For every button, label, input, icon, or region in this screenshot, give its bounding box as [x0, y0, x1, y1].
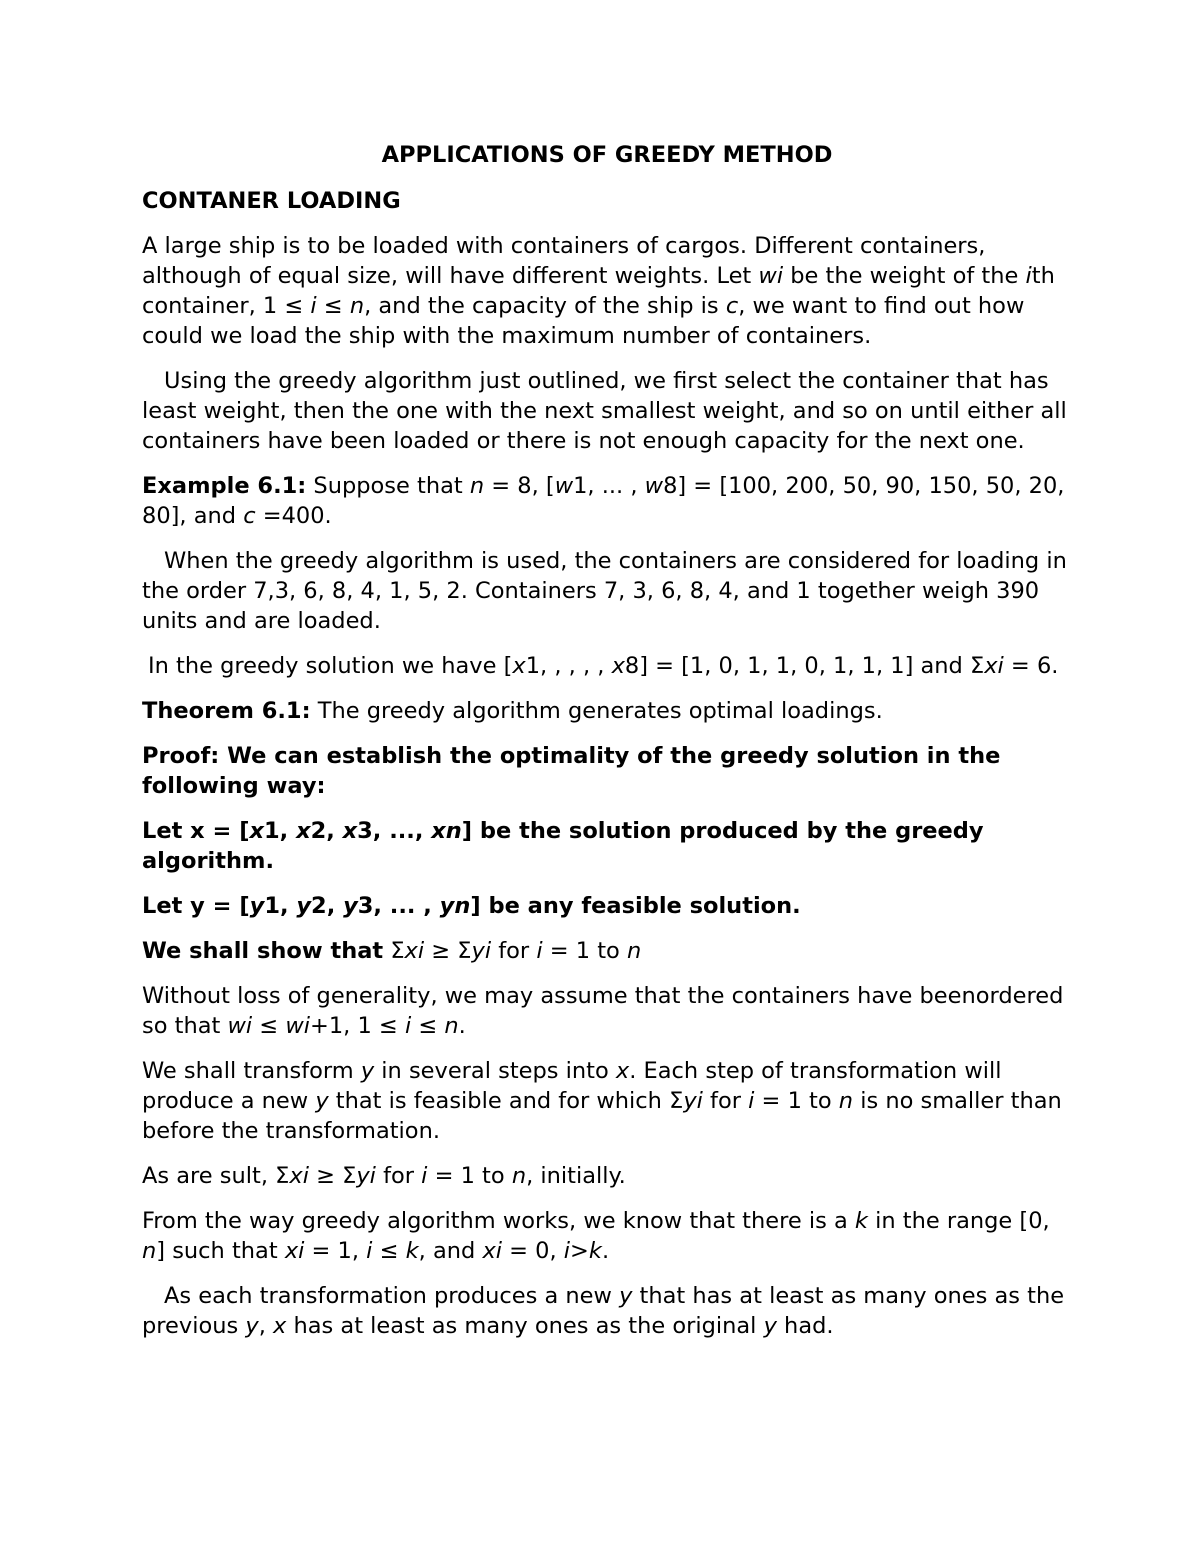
paragraph-ordering: Without loss of generality, we may assume that the containers have beenordered so that wi ≤ wi+1, 1 ≤ i ≤ n. — [142, 983, 1064, 1039]
paragraph-let-x: Let x = [x1, x2, x3, ..., xn] be the solution produced by the greedy algorithm. — [142, 818, 984, 874]
document-page — [142, 140, 1072, 1356]
theorem-label: Theorem 6.1: — [142, 698, 311, 724]
paragraph-greedy-outline: Using the greedy algorithm just outlined, we first select the container that has least weight, then the one with the next smallest weight, and so on until either all containers have been loaded or there is not enough capacity for the next one. — [142, 368, 1067, 454]
example-label: Example 6.1: — [142, 473, 307, 499]
paragraph-intro: A large ship is to be loaded with containers of cargos. Different containers, although of equal size, will have different weights. Let wi be the weight of the ith container, 1 ≤ i ≤ n, and the capacity of the ship is c, we want to find out how could we load the ship with the maximum number of containers. — [142, 233, 1055, 349]
paragraph-result: As are sult, Σxi ≥ Σyi for i = 1 to n, initially. — [142, 1163, 626, 1189]
paragraph-range-k: From the way greedy algorithm works, we know that there is a k in the range [0, n] such that xi = 1, i ≤ k, and xi = 0, i>k. — [142, 1208, 1050, 1264]
paragraph-show: We shall show that Σxi ≥ Σyi for i = 1 to n — [142, 938, 642, 964]
paragraph-example: Example 6.1: Suppose that n = 8, [w1, ... , w8] = [100, 200, 50, 90, 150, 50, 20, 80], and c =400. — [142, 473, 1065, 529]
paragraph-greedy-solution: In the greedy solution we have [x1, , , , , x8] = [1, 0, 1, 1, 0, 1, 1, 1] and Σxi = 6. — [148, 653, 1059, 679]
paragraph-loading-order: When the greedy algorithm is used, the containers are considered for loading in the order 7,3, 6, 8, 4, 1, 5, 2. Containers 7, 3, 6, 8, 4, and 1 together weigh 390 units and are loaded. — [142, 548, 1067, 634]
paragraph-let-y: Let y = [y1, y2, y3, ... , yn] be any feasible solution. — [142, 893, 801, 919]
paragraph-theorem: Theorem 6.1: The greedy algorithm generates optimal loadings. — [142, 698, 883, 724]
document-title: APPLICATIONS OF GREEDY METHOD — [381, 142, 833, 168]
paragraph-proof: Proof: We can establish the optimality of the greedy solution in the following way: — [142, 743, 1001, 799]
paragraph-conclusion: As each transformation produces a new y that has at least as many ones as the previous y, x has at least as many ones as the original y had. — [142, 1283, 1065, 1339]
section-heading: CONTANER LOADING — [142, 188, 401, 214]
paragraph-transform: We shall transform y in several steps into x. Each step of transformation will produce a new y that is feasible and for which Σyi for i = 1 to n is no smaller than before the transformation. — [142, 1058, 1062, 1144]
